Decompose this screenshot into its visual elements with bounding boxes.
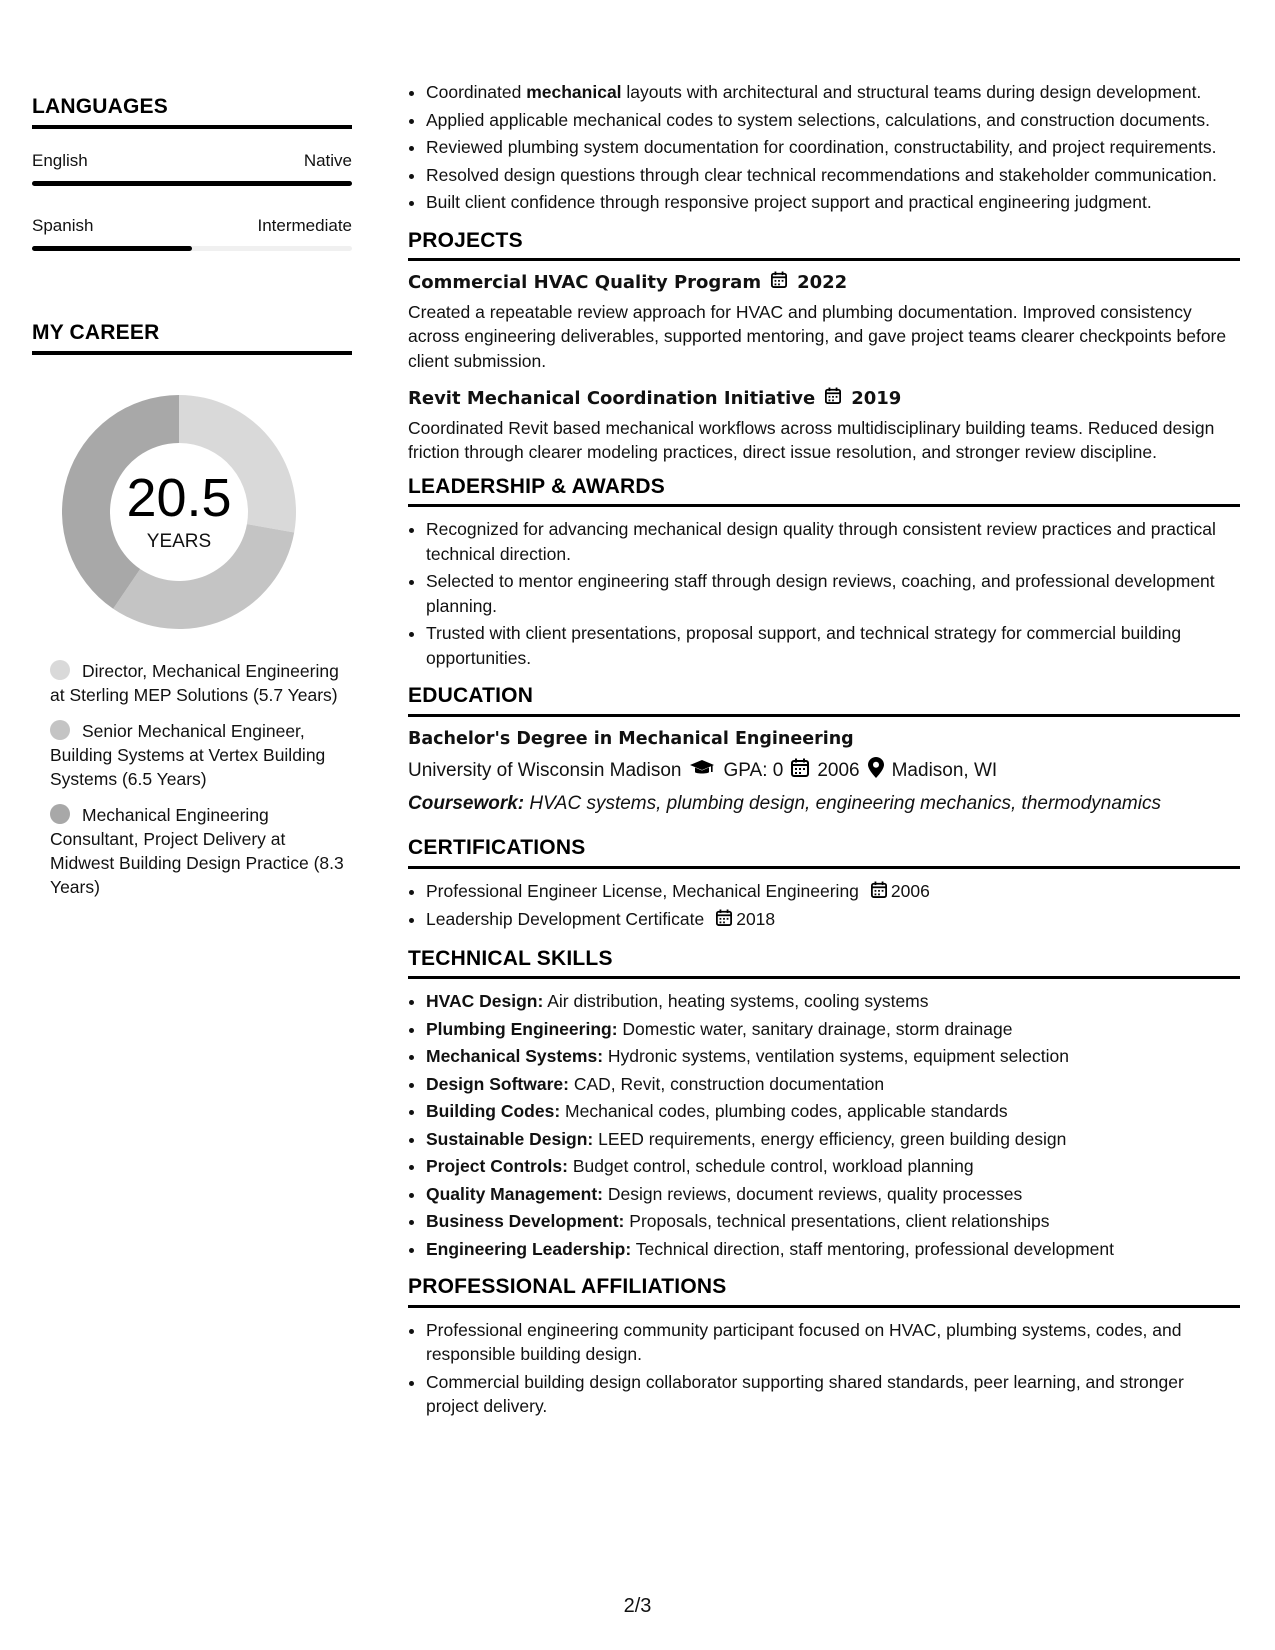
language-level: Native [303,151,352,170]
skill-label: Sustainable Design: [426,1128,594,1149]
language-proficiency-fill [32,181,352,186]
skills-section [408,947,1240,1262]
language-name: English [32,151,88,170]
legend-dot [50,804,70,824]
skills-list [408,989,1240,1261]
leadership-title: LEADERSHIP & AWARDS [408,475,1240,508]
languages-title: LANGUAGES [32,95,352,129]
skill-label: Project Controls: [426,1156,568,1177]
skill-item [426,989,1240,1014]
calendar-icon [791,758,809,785]
skill-label: Plumbing Engineering: [426,1018,618,1039]
certification-item [426,907,1240,933]
career-total-unit: YEARS [146,531,212,552]
language-level: Intermediate [257,216,352,235]
skill-value: Design reviews, document reviews, quality processes [607,1183,1023,1204]
certifications-section [408,836,1240,933]
education-section [408,684,1240,816]
languages-list [32,151,352,251]
skill-item [426,1182,1240,1207]
graduation-cap-icon [689,758,715,786]
page-number: 2/3 [623,1595,652,1617]
right-column [408,80,1240,1422]
certification-name: Leadership Development Certificate [426,909,705,930]
language-row [32,151,352,171]
calendar-icon [825,387,841,412]
career-role [50,803,352,899]
language-proficiency-bar [32,181,352,186]
skill-value: CAD, Revit, construction documentation [573,1073,885,1094]
education-gpa: GPA: 0 [723,760,784,781]
project-heading [408,271,1240,296]
education-location: Madison, WI [891,760,998,781]
calendar-icon [771,271,787,296]
project-name: Commercial HVAC Quality Program [408,272,762,293]
skill-label: Design Software: [426,1073,569,1094]
skill-value: Hydronic systems, ventilation systems, equipment selection [607,1046,1069,1067]
leadership-section [408,475,1240,671]
skill-value: Budget control, schedule control, workload planning [572,1156,974,1177]
skill-label: HVAC Design: [426,991,544,1012]
experience-bullet: • Reviewed plumbing system documentation for coordination, constructability, and project requirements. [426,135,1240,160]
skill-label: Mechanical Systems: [426,1046,604,1067]
legend-dot [50,720,70,740]
affiliation-bullet: • Professional engineering community participant focused on HVAC, plumbing systems, codes, and responsible building design. [426,1318,1240,1367]
experience-bullet: • Applied applicable mechanical codes to system selections, calculations, and construction documents. [426,108,1240,133]
career-role [50,659,352,707]
coursework-label: Coursework: [408,792,525,814]
certifications-title: CERTIFICATIONS [408,836,1240,869]
skill-value: LEED requirements, energy efficiency, green building design [598,1128,1067,1149]
coursework-text: HVAC systems, plumbing design, engineering mechanics, thermodynamics [529,792,1161,814]
skill-item [426,1127,1240,1152]
bold-keyword: mechanical [526,82,622,102]
certification-item [426,879,1240,905]
leadership-bullet: • Selected to mentor engineering staff through design reviews, coaching, and professional development planning. [426,569,1240,618]
education-degree: Bachelor's Degree in Mechanical Engineering [408,728,854,749]
career-section [32,321,352,899]
project-description: Created a repeatable review approach for HVAC and plumbing documentation. Improved consistency across engineering deliverables, supported mentoring, and gave project teams clearer checkpoints before client submission. [408,301,1227,371]
skill-value: Mechanical codes, plumbing codes, applicable standards [565,1101,1008,1122]
career-roles-list [50,659,352,899]
skill-value: Technical direction, staff mentoring, professional development [635,1238,1115,1259]
skill-label: Building Codes: [426,1101,561,1122]
certification-year: 2006 [890,880,930,901]
leadership-list [408,517,1240,670]
project-year: 2019 [851,388,902,409]
education-coursework [408,792,1240,817]
project-year: 2022 [797,272,848,293]
skill-item [426,1072,1240,1097]
career-role-text: Director, Mechanical Engineering at Sterling MEP Solutions (5.7 Years) [50,661,339,705]
skill-item [426,1044,1240,1069]
calendar-icon [871,880,887,905]
donut-center [54,387,304,637]
language-proficiency-fill [32,246,192,251]
skill-value: Air distribution, heating systems, cooling systems [547,991,929,1012]
certifications-list [408,879,1240,933]
skill-item [426,1099,1240,1124]
skill-value: Proposals, technical presentations, client relationships [629,1211,1050,1232]
map-pin-icon [868,757,884,786]
education-school: University of Wisconsin Madison [408,760,682,781]
skill-label: Quality Management: [426,1183,603,1204]
education-title: EDUCATION [408,684,1240,717]
skill-item [426,1209,1240,1234]
career-role-text: Mechanical Engineering Consultant, Project Delivery at Midwest Building Design Practice (8.3 Years) [50,805,344,897]
experience-bullet: • Built client confidence through responsive project support and practical engineering judgment. [426,190,1240,215]
skill-item [426,1154,1240,1179]
affiliations-list [408,1318,1240,1419]
career-title: MY CAREER [32,321,352,355]
skill-value: Domestic water, sanitary drainage, storm drainage [622,1018,1013,1039]
projects-section [408,229,1240,465]
project-name: Revit Mechanical Coordination Initiative [408,388,816,409]
career-role [50,719,352,791]
calendar-icon [716,908,732,933]
experience-bullet: • Resolved design questions through clear technical recommendations and stakeholder communication. [426,163,1240,188]
education-year: 2006 [817,760,860,781]
left-column [32,95,352,911]
experience-bullet: • Coordinated mechanical layouts with architectural and structural teams during design development. [426,80,1240,105]
leadership-bullet: • Trusted with client presentations, proposal support, and technical strategy for commercial building opportunities. [426,621,1240,670]
certification-year: 2018 [736,909,776,930]
education-meta [408,757,1240,786]
language-name: Spanish [32,216,94,235]
affiliations-title: PROFESSIONAL AFFILIATIONS [408,1275,1240,1308]
career-total-value: 20.5 [126,468,232,528]
language-proficiency-bar [32,246,352,251]
project-description: Coordinated Revit based mechanical workflows across multidisciplinary building teams. Reduced design friction through clearer modeling practices, direct issue resolution, and stronger review discipline. [408,417,1215,462]
certification-name: Professional Engineer License, Mechanical Engineering [426,880,859,901]
skill-item [426,1017,1240,1042]
language-row [32,216,352,236]
skill-label: Business Development: [426,1211,625,1232]
affiliations-section [408,1275,1240,1419]
leadership-bullet: • Recognized for advancing mechanical design quality through consistent review practices and practical technical direction. [426,517,1240,566]
project-heading [408,387,1240,412]
career-role-text: Senior Mechanical Engineer, Building Systems at Vertex Building Systems (6.5 Years) [50,721,326,789]
skill-item [426,1237,1240,1262]
affiliation-bullet: • Commercial building design collaborator supporting shared standards, peer learning, and stronger project delivery. [426,1370,1240,1419]
projects-list [408,271,1240,465]
legend-dot [50,660,70,680]
skills-title: TECHNICAL SKILLS [408,947,1240,980]
skill-label: Engineering Leadership: [426,1238,632,1259]
experience-bullets [408,80,1240,215]
career-donut-chart [54,387,304,637]
projects-title: PROJECTS [408,229,1240,262]
